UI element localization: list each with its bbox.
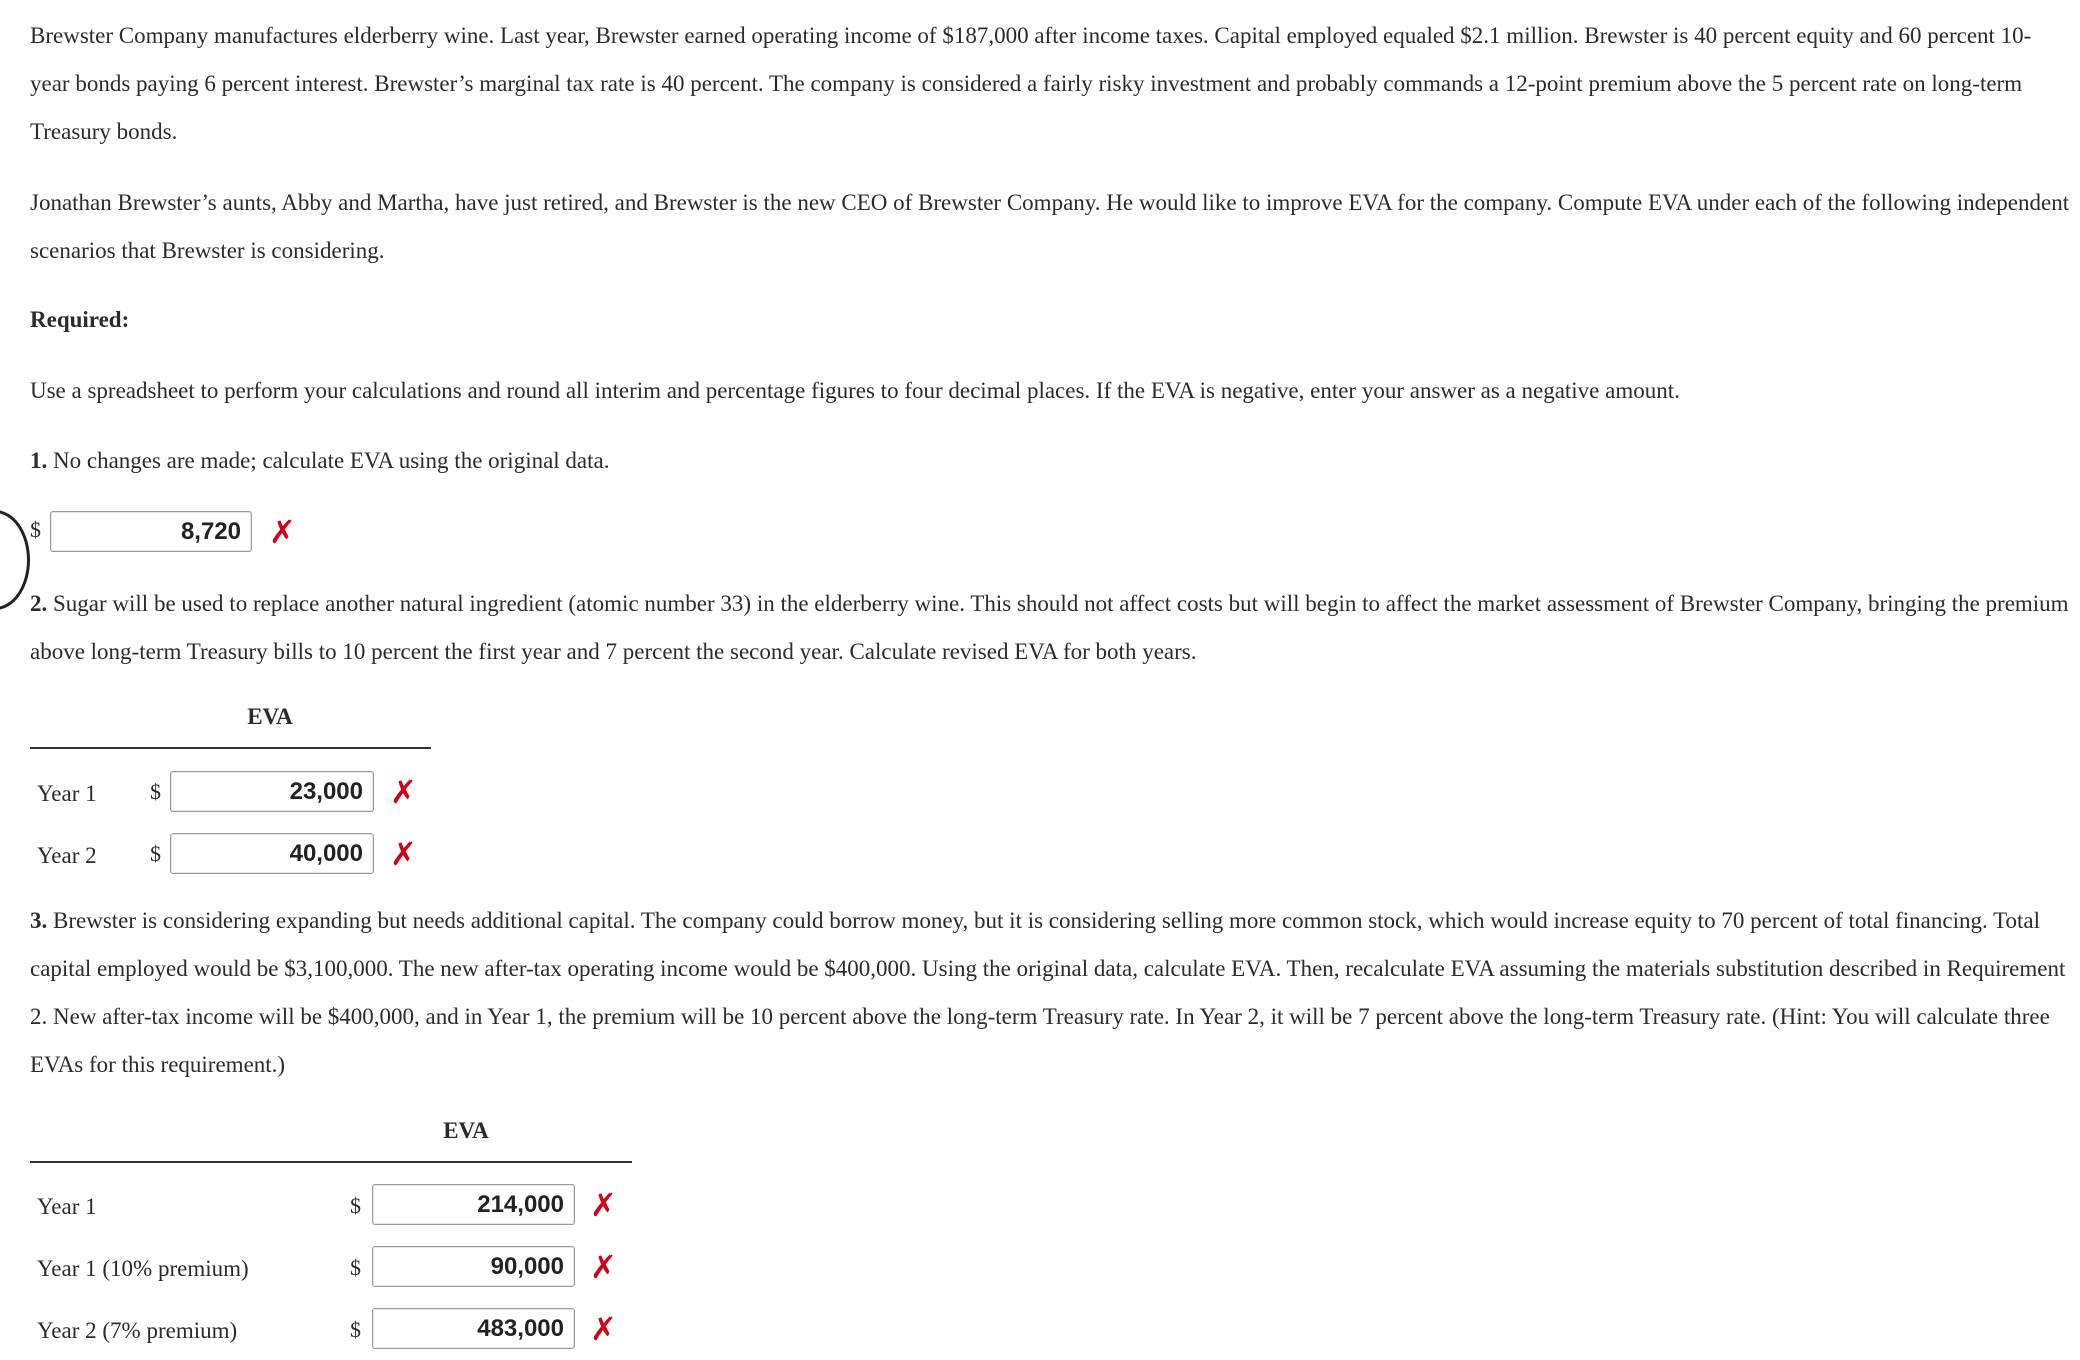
instructions-text: Use a spreadsheet to perform your calculations and round all interim and percentage figures to four decimal places. If the EVA is negative, enter your answer as a negative amount. <box>30 378 1680 403</box>
left-edge-arc <box>0 510 30 610</box>
question-1-text: No changes are made; calculate EVA using the original data. <box>53 448 610 473</box>
q3-year1-premium-eva-input[interactable]: 90,000 <box>372 1246 575 1287</box>
problem-intro: Brewster Company manufactures elderberry wine. Last year, Brewster earned operating income of $187,000 after income taxes. Capital employed equaled $2.1 million. Brewster is 40 percent equity and 60 percent 10-year bonds paying 6 percent interest. Brewster’s marginal tax rate is 40 percent. The company is considered a fairly risky investment and probably commands a 12-point premium above the 5 percent rate on long-term Treasury bonds. <box>30 23 2032 144</box>
q3-header-rule <box>30 1161 632 1163</box>
currency-symbol: $ <box>350 1193 361 1218</box>
q3-row-label-year2-premium: Year 2 (7% premium) <box>37 1318 238 1343</box>
question-2-text: Sugar will be used to replace another natural ingredient (atomic number 33) in the elderberry wine. This should not affect costs but will begin to affect the market assessment of Brewster Company, bringing the premium above long-term Treasury bills to 10 percent the first year and 7 percent the second year. Calculate revised EVA for both years. <box>30 591 2069 664</box>
question-3 <box>30 897 2070 1089</box>
incorrect-icon: ✗ <box>590 1310 617 1348</box>
currency-symbol: $ <box>30 517 41 542</box>
q2-year1-eva-input[interactable]: 23,000 <box>170 771 374 812</box>
q2-header-rule <box>30 747 431 749</box>
q3-year1-eva-input[interactable]: 214,000 <box>372 1184 575 1225</box>
currency-symbol: $ <box>150 779 161 804</box>
incorrect-icon: ✗ <box>590 1186 617 1224</box>
question-1 <box>30 437 2070 485</box>
currency-symbol: $ <box>350 1255 361 1280</box>
question-3-text: Brewster is considering expanding but needs additional capital. The company could borrow money, but it is considering selling more common stock, which would increase equity to 70 percent of total financing. Total capital employed would be $3,100,000. The new after-tax operating income would be $400,000. Using the original data, calculate EVA. Then, recalculate EVA assuming the materials substitution described in Requirement 2. New after-tax income will be $400,000, and in Year 1, the premium will be 10 percent above the long-term Treasury rate. In Year 2, it will be 7 percent above the long-term Treasury rate. (Hint: You will calculate three EVAs for this requirement.) <box>30 908 2066 1077</box>
q2-column-header: EVA <box>247 704 293 729</box>
problem-context: Jonathan Brewster’s aunts, Abby and Martha, have just retired, and Brewster is the new CEO of Brewster Company. He would like to improve EVA for the company. Compute EVA under each of the following independent scenarios that Brewster is considering. <box>30 190 2070 263</box>
question-1-number: 1. <box>30 448 48 473</box>
q2-year2-eva-input[interactable]: 40,000 <box>170 833 374 874</box>
q3-column-header: EVA <box>443 1118 489 1143</box>
question-2 <box>30 580 2070 676</box>
currency-symbol: $ <box>150 841 161 866</box>
q3-year2-premium-eva-input[interactable]: 483,000 <box>372 1308 575 1349</box>
currency-symbol: $ <box>350 1317 361 1342</box>
q3-row-label-year1: Year 1 <box>37 1194 97 1219</box>
question-3-number: 3. <box>30 908 48 933</box>
q1-eva-input[interactable]: 8,720 <box>50 511 252 552</box>
q2-row-label-year2: Year 2 <box>37 843 97 868</box>
incorrect-icon: ✗ <box>269 513 296 551</box>
incorrect-icon: ✗ <box>390 773 417 811</box>
q3-row-label-year1-premium: Year 1 (10% premium) <box>37 1256 249 1281</box>
incorrect-icon: ✗ <box>590 1248 617 1286</box>
required-heading: Required: <box>30 307 130 332</box>
q2-row-label-year1: Year 1 <box>37 781 97 806</box>
incorrect-icon: ✗ <box>390 835 417 873</box>
question-2-number: 2. <box>30 591 48 616</box>
